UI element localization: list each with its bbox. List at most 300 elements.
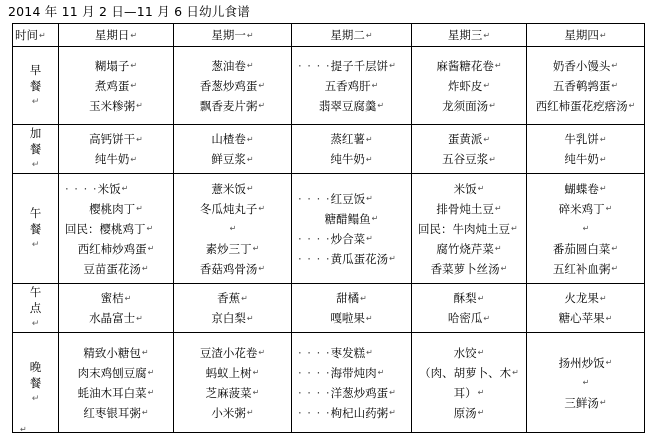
dish-name: 蜜桔 (100, 291, 124, 305)
dish-name: 炒合菜 (330, 231, 366, 246)
dish-line (527, 373, 644, 393)
leader-dots: · · · · (298, 365, 331, 380)
dish-line (174, 149, 291, 169)
dish-name: 豆渣小花卷 (199, 345, 258, 360)
dish-cell (292, 333, 412, 433)
paragraph-mark-icon: ↵ (494, 61, 502, 70)
paragraph-mark-icon: ↵ (136, 204, 143, 213)
dish-line (527, 149, 644, 169)
dish-line (59, 343, 173, 363)
paragraph-mark-icon: ↵ (246, 313, 254, 323)
leader-dots: · · · · (298, 231, 331, 246)
dish-line (527, 129, 644, 149)
dish-name: 五谷豆浆 (442, 152, 489, 166)
dish-list (174, 288, 291, 328)
meal-row (13, 47, 645, 125)
paragraph-mark-icon: ↵ (599, 31, 607, 40)
meal-row (13, 174, 645, 284)
dish-cell (412, 174, 527, 284)
dish-name: 哈密瓜 (447, 311, 483, 325)
paragraph-mark-icon: ↵ (599, 134, 607, 144)
paragraph-mark-icon: ↵ (229, 224, 237, 233)
paragraph-mark-icon: ↵ (146, 224, 154, 233)
paragraph-mark-icon: ↵ (377, 101, 385, 110)
dish-line (292, 249, 411, 269)
dish-line (174, 219, 291, 239)
dish-list (412, 129, 526, 169)
dish-line (292, 229, 411, 249)
day-label: 星期三 (447, 28, 483, 42)
dish-line (412, 219, 526, 239)
dish-name: 红豆饭 (330, 191, 366, 206)
dish-line (59, 149, 173, 169)
paragraph-mark-icon: ↵ (124, 293, 132, 303)
paragraph-mark-icon: ↵ (365, 134, 373, 144)
paragraph-mark-icon: ↵ (389, 61, 396, 70)
paragraph-mark-icon: ↵ (377, 368, 385, 377)
leader-dots: · · · · (298, 191, 331, 206)
dish-line (527, 219, 644, 239)
dish-line (174, 56, 291, 76)
paragraph-mark-icon: ↵ (483, 134, 491, 144)
paragraph-mark-icon: ↵ (611, 244, 619, 253)
dish-name: 冬瓜炖丸子 (199, 201, 258, 216)
paragraph-mark-icon: ↵ (628, 101, 636, 110)
paragraph-mark-icon: ↵ (365, 313, 373, 323)
dish-line (527, 199, 644, 219)
paragraph-mark-icon: ↵ (366, 194, 373, 203)
day-label: 星期日 (94, 28, 130, 42)
paragraph-mark-icon: ↵ (500, 264, 508, 273)
dish-cell (174, 174, 292, 284)
dish-line (412, 363, 526, 383)
dish-cell (527, 125, 645, 174)
dish-name: 香菜萝卜丝汤 (430, 261, 500, 276)
dish-line (292, 189, 411, 209)
dish-list (59, 129, 173, 169)
paragraph-mark-icon: ↵ (389, 254, 396, 263)
dish-line (174, 288, 291, 308)
paragraph-mark-icon: ↵ (477, 408, 485, 417)
paragraph-mark-icon: ↵ (31, 239, 40, 250)
dish-list (292, 343, 411, 423)
dish-cell (292, 284, 412, 333)
dish-list (174, 179, 291, 279)
dish-line (174, 179, 291, 199)
dish-list (59, 343, 173, 423)
dish-list (174, 343, 291, 423)
dish-line (527, 179, 644, 199)
dish-line (527, 239, 644, 259)
paragraph-mark-icon: ↵ (582, 224, 590, 233)
day-header-wednesday (412, 24, 527, 47)
paragraph-mark-icon: ↵ (599, 398, 607, 407)
dish-name: 蝴蝶卷 (564, 181, 599, 196)
dish-cell (59, 125, 174, 174)
paragraph-mark-icon: ↵ (258, 348, 266, 357)
dish-name: 黄瓜蛋花汤 (330, 251, 389, 266)
dish-line (59, 199, 173, 219)
dish-cell (292, 125, 412, 174)
dish-name: 葱油卷 (211, 58, 246, 73)
dish-line (174, 343, 291, 363)
dish-name: 煮鸡蛋 (94, 78, 130, 93)
dish-name: 牛乳饼 (564, 132, 599, 146)
day-label: 星期一 (211, 28, 246, 42)
paragraph-mark-icon: ↵ (360, 293, 367, 303)
meal-label-char: 餐 (29, 78, 42, 93)
dish-list (412, 343, 526, 423)
dish-line (59, 259, 173, 279)
dish-name: 腐竹烧芹菜 (436, 241, 494, 256)
meal-row (13, 284, 645, 333)
dish-name: 西红柿炒鸡蛋 (77, 241, 147, 256)
paragraph-mark-icon: ↵ (130, 81, 138, 90)
day-header-sunday (59, 24, 174, 47)
dish-cell (412, 284, 527, 333)
paragraph-mark-icon: ↵ (246, 154, 254, 164)
dish-name: 五香鹌鹑蛋 (552, 78, 611, 93)
dish-list (59, 179, 173, 279)
paragraph-mark-icon: ↵ (39, 31, 46, 40)
dish-line (59, 383, 173, 403)
dish-name: 糖醋鳎鱼 (324, 211, 371, 226)
dish-line (292, 403, 411, 423)
dish-name: 小米粥 (211, 405, 246, 420)
meal-row (13, 125, 645, 174)
dish-line (174, 259, 291, 279)
leader-dots: · · · · (298, 385, 331, 400)
dish-line (292, 209, 411, 229)
dish-name: 麻酱糖花卷 (436, 58, 494, 73)
dish-list (292, 189, 411, 269)
dish-line (412, 239, 526, 259)
dish-name: 纯牛奶 (330, 152, 365, 166)
meal-label-char: 点 (29, 301, 42, 315)
paragraph-mark-icon: ↵ (599, 293, 607, 303)
paragraph-mark-icon: ↵ (512, 368, 519, 377)
dish-name: 炸虾皮 (447, 78, 483, 93)
dish-line (292, 343, 411, 363)
dish-name: 香葱炒鸡蛋 (199, 78, 258, 93)
dish-name: 山楂卷 (211, 132, 246, 146)
paragraph-mark-icon: ↵ (599, 154, 607, 164)
meal-label-char: 晚 (29, 359, 42, 374)
dish-name: 五香鸡肝 (324, 78, 371, 93)
dish-line (59, 96, 173, 116)
paragraph-mark-icon: ↵ (483, 313, 491, 323)
day-label: 星期二 (330, 28, 365, 42)
dish-cell (412, 333, 527, 433)
dish-line (292, 96, 411, 116)
paragraph-mark-icon: ↵ (136, 313, 143, 323)
dish-line (59, 363, 173, 383)
dish-line (174, 199, 291, 219)
meal-label (13, 284, 59, 333)
meal-label-char: 餐 (29, 221, 42, 236)
dish-list (59, 56, 173, 116)
dish-list (527, 129, 644, 169)
meal-label-char: 加 (29, 126, 42, 140)
paragraph-mark-icon: ↵ (141, 348, 149, 357)
paragraph-mark-icon: ↵ (246, 134, 254, 144)
dish-line (174, 239, 291, 259)
dish-list (412, 56, 526, 116)
dish-name: 玉米糁粥 (89, 98, 136, 113)
meal-label-char: 餐 (29, 375, 42, 390)
dish-name: 香蕉 (217, 291, 241, 305)
dish-line (292, 149, 411, 169)
dish-name: 提子千层饼 (330, 58, 389, 73)
dish-line (292, 363, 411, 383)
paragraph-mark-icon: ↵ (246, 61, 254, 70)
paragraph-mark-icon: ↵ (366, 234, 373, 243)
day-label: 星期四 (564, 28, 599, 42)
dish-name: 糊塌子 (94, 58, 130, 73)
dish-line (527, 288, 644, 308)
dish-cell (527, 47, 645, 125)
end-mark: ↵ (20, 425, 27, 434)
dish-name: 香菇鸡骨汤 (199, 261, 258, 276)
dish-line (527, 308, 644, 328)
dish-line (174, 308, 291, 328)
dish-list (527, 56, 644, 116)
dish-name: 回民：牛肉炖土豆 (418, 221, 510, 236)
dish-line (292, 383, 411, 403)
dish-name: 纯牛奶 (94, 152, 130, 166)
paragraph-mark-icon: ↵ (121, 184, 129, 193)
dish-line (527, 353, 644, 373)
dish-name: 肉末鸡刨豆腐 (77, 365, 147, 380)
dish-line (412, 56, 526, 76)
paragraph-mark-icon: ↵ (147, 388, 155, 397)
dish-line (292, 76, 411, 96)
dish-cell (174, 47, 292, 125)
meal-label-char: 早 (29, 62, 42, 77)
paragraph-mark-icon: ↵ (241, 293, 248, 303)
dish-line (412, 288, 526, 308)
meal-row (13, 333, 645, 433)
leader-dots: · · · · (298, 58, 331, 73)
paragraph-mark-icon: ↵ (611, 81, 619, 90)
paragraph-mark-icon: ↵ (130, 31, 138, 40)
dish-line (412, 343, 526, 363)
meal-label (13, 47, 59, 125)
dish-line (174, 363, 291, 383)
dish-line (412, 259, 526, 279)
dish-line (412, 403, 526, 423)
paragraph-mark-icon: ↵ (136, 101, 143, 110)
dish-name: 樱桃肉丁 (89, 201, 136, 216)
dish-cell (527, 284, 645, 333)
paragraph-mark-icon: ↵ (511, 224, 518, 233)
dish-name: 水饺 (453, 345, 477, 360)
weekly-menu-table (12, 23, 645, 433)
dish-line (527, 96, 644, 116)
dish-name: 高钙饼干 (89, 132, 136, 146)
dish-list (174, 56, 291, 116)
dish-line (174, 403, 291, 423)
dish-list (412, 288, 526, 328)
dish-line (292, 129, 411, 149)
meal-label-char: 午 (29, 285, 42, 299)
dish-cell (412, 125, 527, 174)
dish-name: 酥梨 (453, 291, 477, 305)
paragraph-mark-icon: ↵ (141, 408, 149, 417)
paragraph-mark-icon: ↵ (136, 134, 143, 144)
day-header-tuesday (292, 24, 412, 47)
dish-cell (59, 47, 174, 125)
paragraph-mark-icon: ↵ (246, 184, 254, 193)
paragraph-mark-icon: ↵ (494, 244, 502, 253)
dish-name: 薏米饭 (211, 181, 246, 196)
dish-cell (174, 333, 292, 433)
dish-name: 海带炖肉 (330, 365, 377, 380)
dish-line (59, 76, 173, 96)
paragraph-mark-icon: ↵ (258, 81, 266, 90)
dish-line (59, 288, 173, 308)
dish-line (412, 308, 526, 328)
dish-name: 洋葱炒鸡蛋 (330, 385, 389, 400)
dish-name: 龙须面汤 (442, 98, 489, 113)
dish-cell (292, 47, 412, 125)
paragraph-mark-icon: ↵ (483, 81, 491, 90)
dish-name: 红枣银耳粥 (83, 405, 141, 420)
paragraph-mark-icon: ↵ (611, 264, 619, 273)
dish-name: 豆苗蛋花汤 (83, 261, 141, 276)
dish-name: 甜橘 (336, 291, 360, 305)
paragraph-mark-icon: ↵ (483, 31, 491, 40)
dish-line (412, 76, 526, 96)
document-title: 2014 年 11 月 2 日—11 月 6 日幼儿食谱 (8, 4, 250, 19)
paragraph-mark-icon: ↵ (147, 244, 155, 253)
paragraph-mark-icon: ↵ (147, 368, 155, 377)
dish-cell (527, 174, 645, 284)
dish-name: 米饭 (97, 181, 121, 196)
dish-line (292, 288, 411, 308)
dish-name: 回民：樱桃鸡丁 (65, 221, 146, 236)
dish-line (527, 259, 644, 279)
dish-name: 水晶富士 (89, 311, 136, 325)
dish-line (59, 403, 173, 423)
dish-line (59, 239, 173, 259)
dish-line (412, 199, 526, 219)
dish-list (527, 288, 644, 328)
paragraph-mark-icon: ↵ (252, 244, 260, 253)
paragraph-mark-icon: ↵ (252, 368, 260, 377)
dish-list (174, 129, 291, 169)
meal-label (13, 333, 59, 433)
dish-list (527, 179, 644, 279)
dish-name: 蒸红薯 (330, 132, 365, 146)
header-row (13, 24, 645, 47)
dish-cell (412, 47, 527, 125)
dish-cell (59, 284, 174, 333)
paragraph-mark-icon: ↵ (477, 348, 485, 357)
paragraph-mark-icon: ↵ (477, 293, 485, 303)
day-header-monday (174, 24, 292, 47)
paragraph-mark-icon: ↵ (605, 204, 613, 213)
dish-name: 三鲜汤 (564, 395, 599, 410)
dish-name: 鲜豆浆 (211, 152, 246, 166)
dish-line (174, 96, 291, 116)
dish-list (292, 288, 411, 328)
paragraph-mark-icon: ↵ (605, 313, 613, 323)
time-header-label: 时间 (15, 28, 38, 42)
dish-list (527, 353, 644, 413)
dish-list (412, 179, 526, 279)
dish-name: 蚂蚁上树 (205, 365, 252, 380)
dish-line (174, 129, 291, 149)
dish-name: 原汤 (453, 405, 477, 420)
paragraph-mark-icon: ↵ (246, 408, 254, 417)
paragraph-mark-icon: ↵ (371, 214, 379, 223)
dish-line (59, 56, 173, 76)
paragraph-mark-icon: ↵ (130, 61, 138, 70)
paragraph-mark-icon: ↵ (477, 184, 485, 193)
dish-line (412, 383, 526, 403)
dish-line (59, 179, 173, 199)
paragraph-mark-icon: ↵ (489, 154, 496, 164)
dish-line (59, 308, 173, 328)
dish-line (412, 149, 526, 169)
dish-line (59, 129, 173, 149)
paragraph-mark-icon: ↵ (31, 319, 40, 329)
time-header (13, 24, 59, 47)
dish-name: 枣发糕 (330, 345, 366, 360)
leader-dots: · · · · (298, 345, 331, 360)
paragraph-mark-icon: ↵ (365, 31, 373, 40)
dish-line (174, 383, 291, 403)
dish-line (412, 129, 526, 149)
paragraph-mark-icon: ↵ (605, 358, 613, 367)
leader-dots: · · · · (65, 181, 98, 196)
dish-cell (292, 174, 412, 284)
dish-name: 西红柿蛋花疙瘩汤 (535, 98, 628, 113)
dish-name: 纯牛奶 (564, 152, 599, 166)
dish-name: 嘎啦果 (330, 311, 365, 325)
dish-name: 素炒三丁 (205, 241, 252, 256)
dish-name: 飘香麦片粥 (199, 98, 258, 113)
dish-name: 米饭 (453, 181, 477, 196)
paragraph-mark-icon: ↵ (582, 378, 590, 387)
dish-cell (174, 125, 292, 174)
dish-list (59, 288, 173, 328)
dish-name: 糖心苹果 (558, 311, 605, 325)
dish-line (527, 56, 644, 76)
paragraph-mark-icon: ↵ (31, 160, 40, 170)
dish-line (292, 56, 411, 76)
dish-name: 蚝油木耳白菜 (77, 385, 147, 400)
leader-dots: · · · · (298, 251, 331, 266)
dish-cell (174, 284, 292, 333)
paragraph-mark-icon: ↵ (477, 388, 485, 397)
dish-name: 火龙果 (564, 291, 599, 305)
paragraph-mark-icon: ↵ (258, 204, 266, 213)
dish-cell (59, 333, 174, 433)
paragraph-mark-icon: ↵ (141, 264, 149, 273)
paragraph-mark-icon: ↵ (31, 393, 40, 404)
dish-list (292, 129, 411, 169)
dish-line (292, 308, 411, 328)
paragraph-mark-icon: ↵ (258, 101, 266, 110)
dish-cell (59, 174, 174, 284)
paragraph-mark-icon: ↵ (130, 154, 138, 164)
paragraph-mark-icon: ↵ (371, 81, 379, 90)
paragraph-mark-icon: ↵ (599, 184, 607, 193)
paragraph-mark-icon: ↵ (389, 388, 396, 397)
dish-name: 五红补血粥 (552, 261, 611, 276)
